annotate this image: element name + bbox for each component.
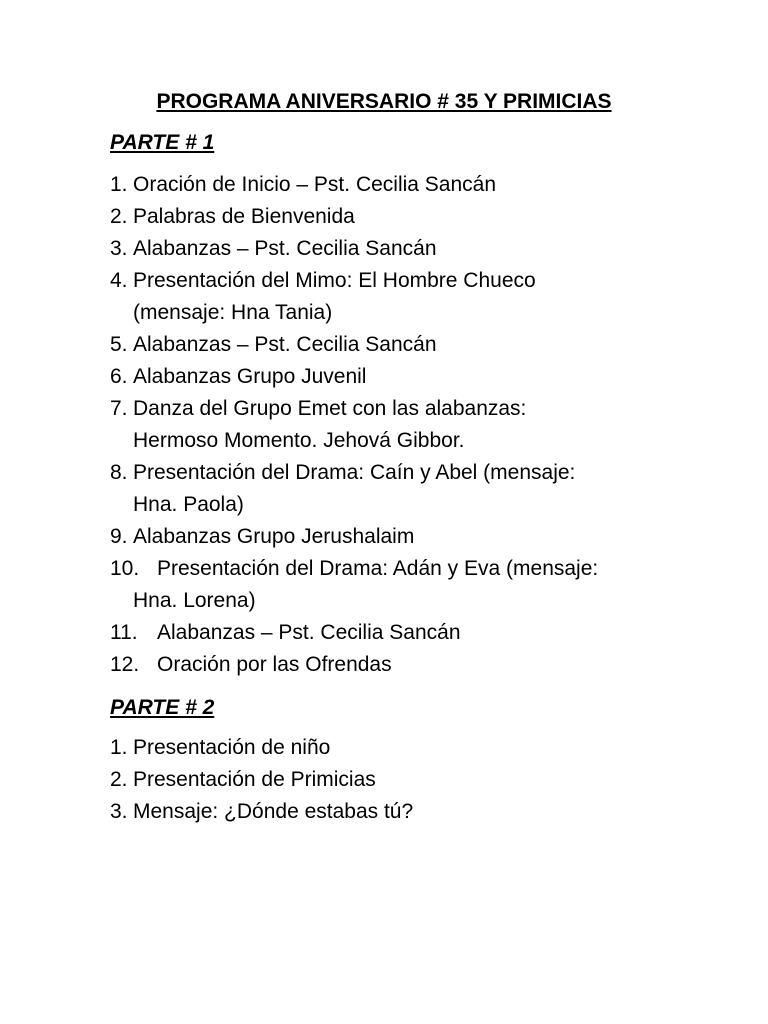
item-text: Oración por las Ofrendas: [157, 653, 392, 676]
item-number: 9.: [110, 525, 128, 548]
item-text: Alabanzas Grupo Jerushalaim: [133, 525, 415, 548]
item-number: 1.: [110, 173, 128, 196]
item-text-continued: Hna. Paola): [133, 493, 244, 516]
item-text: Danza del Grupo Emet con las alabanzas:: [133, 397, 527, 420]
item-text: Oración de Inicio – Pst. Cecilia Sancán: [133, 173, 497, 196]
item-number: 5.: [110, 333, 128, 356]
item-text: Mensaje: ¿Dónde estabas tú?: [133, 800, 414, 823]
item-number: 7.: [110, 397, 128, 420]
item-number: 4.: [110, 269, 128, 292]
item-text: Alabanzas – Pst. Cecilia Sancán: [133, 237, 437, 260]
item-text: Alabanzas – Pst. Cecilia Sancán: [157, 621, 461, 644]
item-number: 12.: [110, 653, 140, 676]
item-text: Palabras de Bienvenida: [133, 205, 355, 228]
item-number: 6.: [110, 365, 128, 388]
item-number: 8.: [110, 461, 128, 484]
item-number: 2.: [110, 205, 128, 228]
item-number: 10.: [110, 557, 140, 580]
part2-heading: PARTE # 2: [110, 696, 215, 719]
item-text-continued: (mensaje: Hna Tania): [133, 301, 333, 324]
item-number: 1.: [110, 736, 128, 759]
item-text: Alabanzas Grupo Juvenil: [133, 365, 367, 388]
item-text: Presentación de Primicias: [133, 768, 376, 791]
part1-heading: PARTE # 1: [110, 131, 215, 154]
item-number: 11.: [110, 621, 138, 644]
item-text: Alabanzas – Pst. Cecilia Sancán: [133, 333, 437, 356]
item-text: Presentación del Drama: Caín y Abel (mensaje:: [133, 461, 576, 484]
item-number: 3.: [110, 237, 128, 260]
item-number: 3.: [110, 800, 128, 823]
item-text-continued: Hermoso Momento. Jehová Gibbor.: [133, 429, 465, 452]
item-text: Presentación de niño: [133, 736, 331, 759]
item-text: Presentación del Mimo: El Hombre Chueco: [133, 269, 536, 292]
item-text: Presentación del Drama: Adán y Eva (mensaje:: [157, 557, 599, 580]
item-number: 2.: [110, 768, 128, 791]
document-title: PROGRAMA ANIVERSARIO # 35 Y PRIMICIAS: [156, 90, 612, 113]
item-text-continued: Hna. Lorena): [133, 589, 256, 612]
